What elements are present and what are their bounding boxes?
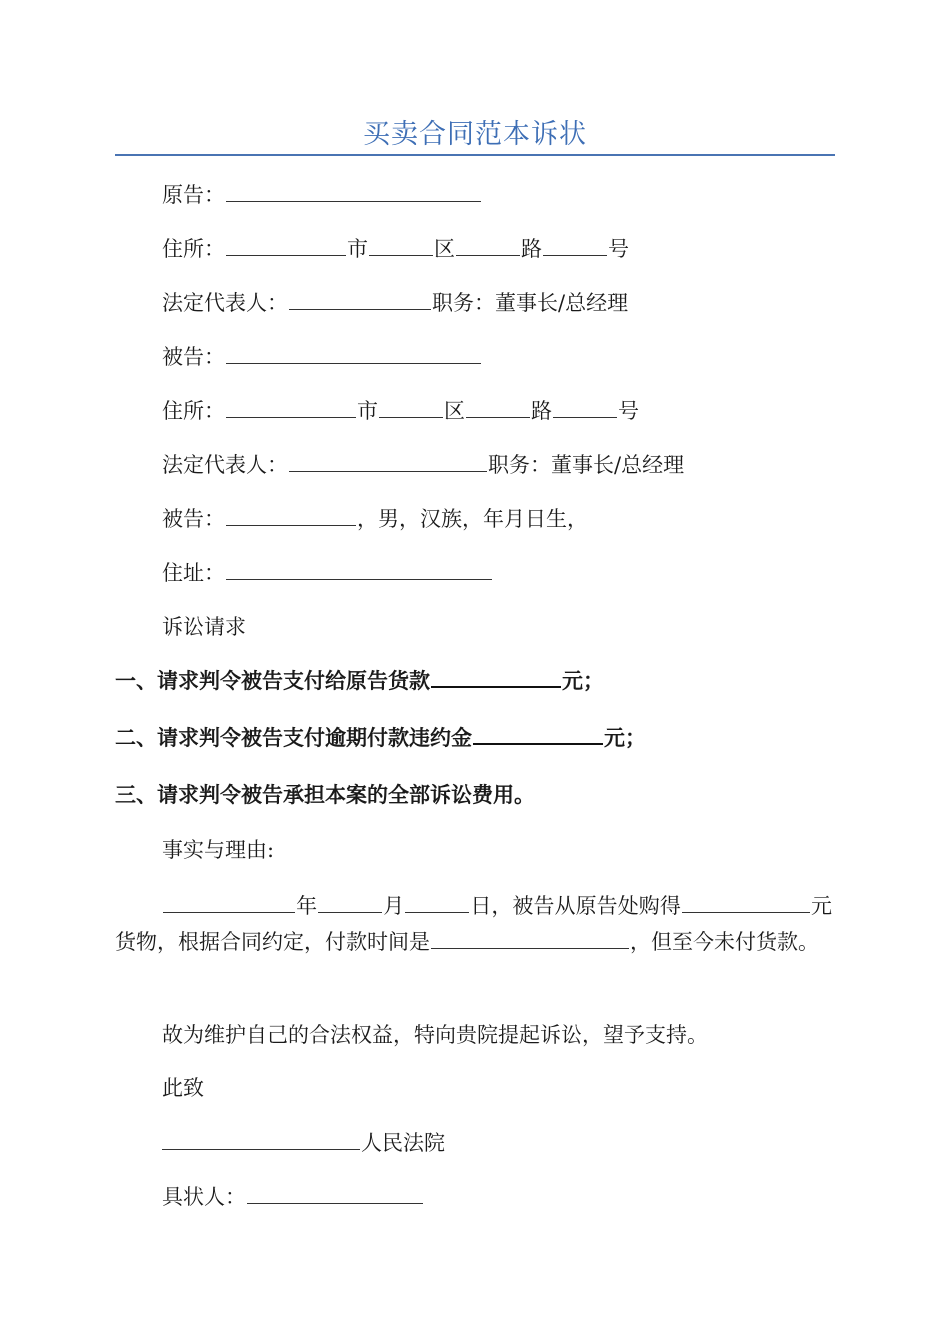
number-label: 号 bbox=[608, 237, 629, 261]
plaintiff-rep-line bbox=[162, 288, 628, 318]
road-label: 路 bbox=[531, 399, 552, 423]
court-name-blank[interactable] bbox=[162, 1129, 360, 1150]
plaintiff-rep-blank[interactable] bbox=[289, 289, 431, 310]
defendant2-address-blank[interactable] bbox=[226, 559, 492, 580]
claim-item-2 bbox=[115, 723, 646, 753]
facts-day-text: 日，被告从原告处购得 bbox=[470, 894, 681, 918]
defendant1-road-blank[interactable] bbox=[466, 397, 530, 418]
defendant1-rep-label: 法定代表人： bbox=[162, 453, 288, 477]
defendant2-name-blank[interactable] bbox=[226, 505, 356, 526]
defendant1-district-blank[interactable] bbox=[379, 397, 443, 418]
signer-blank[interactable] bbox=[247, 1183, 423, 1204]
defendant2-address-line bbox=[162, 558, 493, 588]
court-line bbox=[162, 1128, 445, 1158]
facts-goods-text: 元货物，根据合同约定，付款时间是 bbox=[115, 894, 832, 954]
defendant2-line bbox=[162, 504, 588, 534]
defendant1-rep-line bbox=[162, 450, 684, 480]
closing-salutation: 此致 bbox=[162, 1076, 204, 1100]
defendant1-position-label: 职务： bbox=[488, 453, 551, 477]
district-label: 区 bbox=[444, 399, 465, 423]
plaintiff-label: 原告： bbox=[162, 183, 225, 207]
plaintiff-address-line bbox=[162, 234, 629, 264]
defendant1-blank[interactable] bbox=[226, 343, 481, 364]
defendant1-label: 被告： bbox=[162, 345, 225, 369]
facts-month-blank[interactable] bbox=[318, 892, 382, 913]
plaintiff-rep-label: 法定代表人： bbox=[162, 291, 288, 315]
facts-paragraph bbox=[115, 888, 832, 960]
plaintiff-position-value: 董事长/总经理 bbox=[495, 291, 629, 315]
claim-2-text: 二、请求判令被告支付逾期付款违约金 bbox=[115, 725, 472, 750]
claim-2-suffix: 元； bbox=[604, 725, 646, 750]
defendant1-line bbox=[162, 342, 482, 372]
city-label: 市 bbox=[347, 237, 368, 261]
plaintiff-line bbox=[162, 180, 482, 210]
plaintiff-district-blank[interactable] bbox=[369, 235, 433, 256]
facts-year-blank[interactable] bbox=[163, 892, 295, 913]
facts-conclusion: 故为维护自己的合法权益，特向贵院提起诉讼，望予支持。 bbox=[162, 1023, 708, 1047]
defendant1-number-blank[interactable] bbox=[553, 397, 617, 418]
facts-heading: 事实与理由: bbox=[162, 838, 275, 862]
defendant2-address-label: 住址： bbox=[162, 561, 225, 585]
plaintiff-number-blank[interactable] bbox=[543, 235, 607, 256]
claim-1-text: 一、请求判令被告支付给原告货款 bbox=[115, 668, 430, 693]
signer-line bbox=[162, 1182, 424, 1212]
court-label: 人民法院 bbox=[361, 1131, 445, 1155]
claims-heading: 诉讼请求 bbox=[162, 615, 246, 639]
facts-unpaid-text: ，但至今未付货款。 bbox=[630, 930, 819, 954]
title-underline bbox=[115, 154, 835, 156]
claim-item-3: 三、请求判令被告承担本案的全部诉讼费用。 bbox=[115, 782, 535, 807]
district-label: 区 bbox=[434, 237, 455, 261]
city-label: 市 bbox=[357, 399, 378, 423]
claim-item-1 bbox=[115, 666, 604, 696]
defendant1-rep-blank[interactable] bbox=[289, 451, 487, 472]
road-label: 路 bbox=[521, 237, 542, 261]
month-label: 月 bbox=[383, 894, 405, 918]
document-title: 买卖合同范本诉状 bbox=[363, 119, 587, 150]
claim-2-amount-blank[interactable] bbox=[473, 723, 603, 745]
claim-1-suffix: 元； bbox=[562, 668, 604, 693]
plaintiff-blank[interactable] bbox=[226, 181, 481, 202]
defendant2-details: ，男，汉族，年月日生， bbox=[357, 507, 588, 531]
number-label: 号 bbox=[618, 399, 639, 423]
facts-payment-time-blank[interactable] bbox=[431, 928, 629, 949]
defendant1-address-line bbox=[162, 396, 639, 426]
defendant1-position-value: 董事长/总经理 bbox=[551, 453, 685, 477]
year-label: 年 bbox=[296, 894, 318, 918]
defendant1-city-blank[interactable] bbox=[226, 397, 356, 418]
plaintiff-position-label: 职务： bbox=[432, 291, 495, 315]
defendant1-address-label: 住所： bbox=[162, 399, 225, 423]
plaintiff-address-label: 住所： bbox=[162, 237, 225, 261]
plaintiff-road-blank[interactable] bbox=[456, 235, 520, 256]
plaintiff-city-blank[interactable] bbox=[226, 235, 346, 256]
defendant2-label: 被告： bbox=[162, 507, 225, 531]
facts-goods-amount-blank[interactable] bbox=[682, 892, 810, 913]
claim-1-amount-blank[interactable] bbox=[431, 666, 561, 688]
signer-label: 具状人： bbox=[162, 1185, 246, 1209]
facts-day-blank[interactable] bbox=[405, 892, 469, 913]
